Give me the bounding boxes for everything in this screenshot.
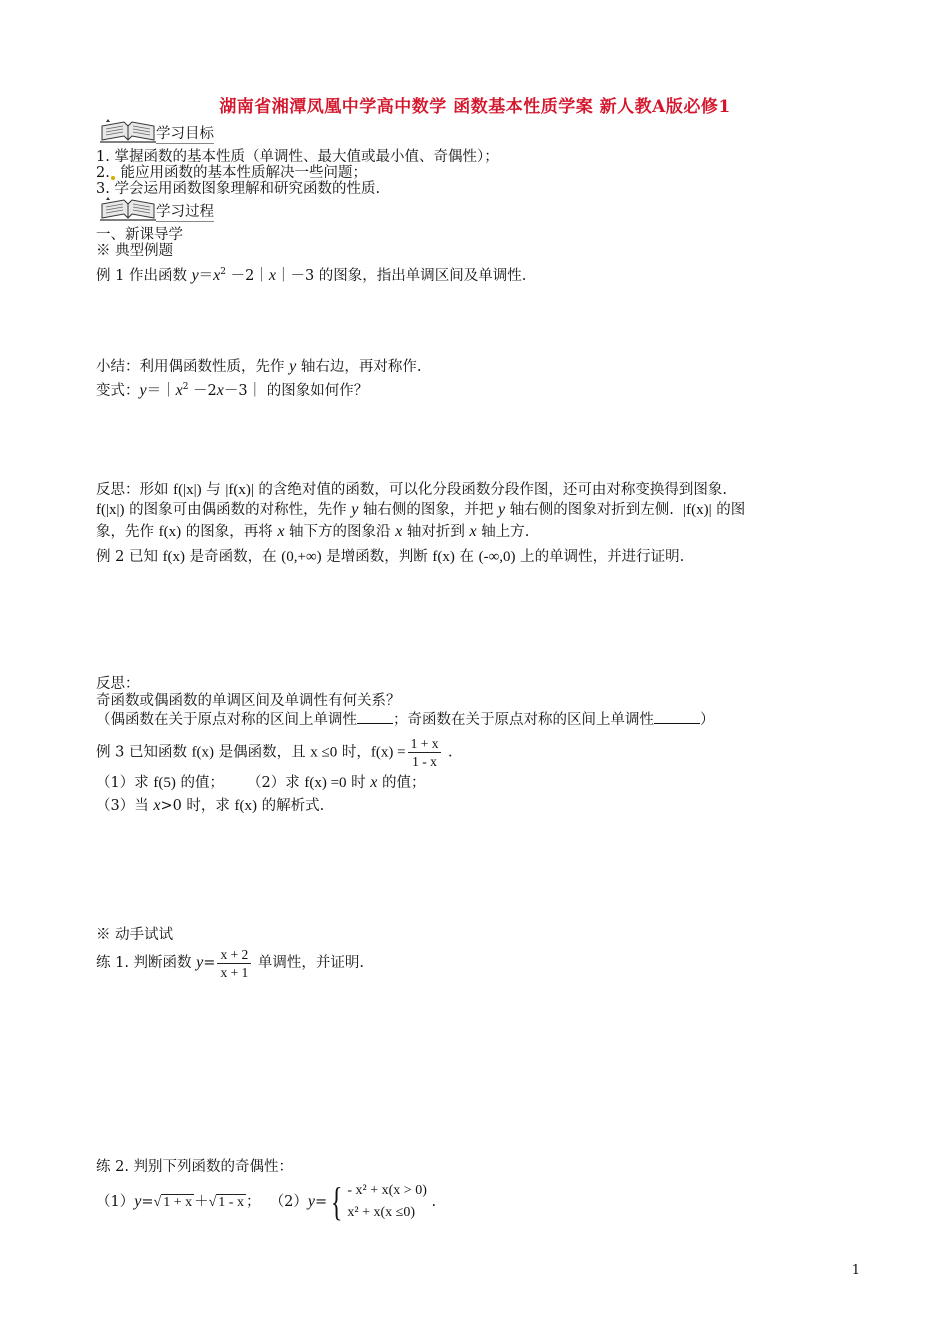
goal-item-2-text: 能应用函数的基本性质解决一些问题； [120, 165, 367, 181]
r1-text: 轴上方. [476, 524, 530, 540]
r1-text: 的图 [711, 502, 746, 518]
ex1-exponent: 2 [220, 267, 227, 277]
reflection-2-fill [96, 709, 715, 729]
try-section-heading: ※ 动手试试 [96, 927, 174, 943]
ex3-text: 时， [337, 744, 371, 761]
practice-1 [96, 946, 364, 980]
pr1-fraction [217, 947, 251, 980]
ex2-text: 在 [454, 549, 479, 565]
variant-var-x2: x [216, 381, 224, 399]
ex3-q3-text: 的解析式. [257, 798, 325, 814]
typical-examples-heading: ※ 典型例题 [96, 243, 174, 259]
sqrt-1-plus-x: √ 1 + x [153, 1195, 193, 1210]
r1-text: 的图象可由偶函数的对称性，先作 [124, 502, 352, 518]
sqrt-radicand-1: 1 + x [163, 1195, 193, 1210]
ex2-interval-negative: (-∞,0) [478, 549, 516, 565]
example-3-questions-1-2 [96, 774, 425, 792]
ex3-q3-text: （3）当 [96, 798, 154, 814]
pr2-var-y: y [307, 1193, 316, 1210]
answer-blank-even[interactable] [357, 709, 393, 724]
ex1-prefix: 例 1 作出函数 [96, 267, 192, 284]
open-book-icon [98, 118, 158, 144]
example-3-question-3 [96, 797, 324, 815]
ex3-q1-text: 的值； [175, 775, 224, 791]
reflection-2-head: 反思： [96, 676, 140, 692]
r1-text: 轴对折到 [402, 524, 470, 540]
ex3-q3-text: >0 时，求 [160, 798, 235, 814]
pr2-item-1-label: （1） [96, 1194, 135, 1210]
ex3-text: 例 3 已知函数 [96, 744, 192, 761]
ex3-text: . [443, 744, 453, 761]
ex3-q3-expr: f(x) [234, 798, 258, 814]
ex1-var-y: y [191, 266, 199, 284]
pr2-semicolon: ； [245, 1194, 261, 1210]
reflection-2-question: 奇函数或偶函数的单调区间及单调性有何关系？ [96, 693, 401, 709]
r1-text: 轴右侧的图象对折到左侧. [505, 502, 674, 518]
r1-text: 与 [201, 482, 226, 498]
variant-text-a: 变式： [96, 382, 140, 399]
ex2-expr-f-x: f(x) [432, 549, 455, 565]
ex3-denominator: 1 - x [412, 754, 437, 769]
r1-expr-f-x: f(x) [158, 524, 182, 540]
ex3-q2-text: 时 [346, 775, 371, 791]
r1-expr-abs-f-x: |f(x)| [225, 482, 254, 498]
variant-var-x: x [175, 381, 183, 399]
ex3-numerator: 1 + x [408, 736, 442, 753]
ex2-text: 例 2 已知 [96, 549, 163, 565]
variant-text-b: ＝｜ [146, 382, 176, 399]
example-2 [96, 548, 684, 566]
piecewise-case-2: x² + x(x ≤0) [347, 1205, 415, 1220]
piecewise-case-1: - x² + x(x > 0) [347, 1183, 427, 1198]
r1-var-x: x [277, 523, 285, 540]
sqrt-1-minus-x: √ 1 - x [208, 1195, 244, 1210]
ex1-var-x2: x [268, 266, 276, 284]
pr2-eq: = [141, 1194, 154, 1210]
ex2-interval-positive: (0,+∞) [281, 549, 322, 565]
pr1-text: 单调性，并证明. [253, 955, 365, 971]
ex1-rest2: ｜－3 的图象，指出单调区间及单调性. [275, 267, 527, 284]
summary-text-b: 轴右边，再对称作. [296, 359, 422, 375]
ex3-expr-f-x: f(x) [191, 744, 215, 761]
r1-text: 反思：形如 [96, 482, 174, 498]
r1-expr-f-abs-x: f(|x|) [96, 502, 125, 518]
ex3-expr-f-x-eq: f(x) = [370, 744, 406, 761]
ex3-q2-text: （2）求 [247, 775, 305, 791]
variant-exponent: 2 [182, 382, 189, 392]
ex3-fraction [408, 736, 442, 769]
pr2-eq: = [315, 1194, 328, 1210]
r1-text: 的图象，再将 [181, 524, 278, 540]
piecewise-function [327, 1180, 427, 1224]
ex3-q2-expr: f(x) =0 [304, 775, 347, 791]
answer-blank-odd[interactable] [654, 709, 700, 724]
goal-item-2-number: 2. [96, 165, 110, 181]
ex2-text: 是奇函数，在 [185, 549, 282, 565]
example-1 [96, 263, 526, 285]
r1-text: 轴下方的图象沿 [284, 524, 396, 540]
reflection-1-line-2 [96, 501, 745, 519]
pr1-text: 练 1. 判断函数 [96, 955, 197, 971]
pr1-denominator: x + 1 [220, 964, 249, 980]
pr1-eq: = [203, 955, 216, 971]
variant-var-y: y [139, 381, 147, 399]
ex2-text: 是增函数，判断 [321, 549, 433, 565]
pr1-numerator: x + 2 [217, 947, 251, 964]
ex1-eq: ＝ [198, 267, 214, 284]
ex3-q2-var-x: x [370, 774, 378, 791]
part-one-heading: 一、新课导学 [96, 227, 183, 243]
goals-header-label: 学习目标 [156, 126, 214, 142]
variant-text-c: －2 [188, 382, 217, 399]
r1-text: 象，先作 [96, 524, 159, 540]
r1-text: 的含绝对值的函数，可以化分段函数分段作图，还可由对称变换得到图象. [253, 482, 728, 498]
practice-2-heading: 练 2. 判别下列函数的奇偶性： [96, 1159, 294, 1175]
goals-section-header [98, 118, 214, 144]
practice-2-items [96, 1180, 436, 1225]
ex1-rest: －2｜ [226, 267, 269, 284]
piecewise-cases [347, 1180, 426, 1224]
process-header-label: 学习过程 [156, 204, 214, 220]
page-number: 1 [851, 1263, 860, 1278]
ex2-expr-f-x: f(x) [162, 549, 186, 565]
ex1-var-x: x [213, 266, 221, 284]
pr2-period: . [431, 1194, 437, 1210]
r2-text: ） [700, 712, 715, 728]
r1-text: 轴右侧的图象，并把 [358, 502, 499, 518]
ex3-q1-text: （1）求 [96, 775, 154, 791]
r1-var-y: y [498, 501, 506, 518]
ex2-text: 上的单调性，并进行证明. [515, 549, 685, 565]
pr2-var-y: y [134, 1193, 142, 1210]
ex3-q3-var-x: x [153, 797, 161, 814]
ex3-q2-text: 的值； [377, 775, 426, 791]
summary-text-a: 小结：利用偶函数性质，先作 [96, 359, 290, 375]
variant-text-d: －3｜ 的图象如何作？ [223, 382, 369, 399]
summary-var-y: y [289, 358, 297, 375]
summary-line [96, 358, 421, 376]
variant-line [96, 378, 368, 400]
example-3 [96, 736, 453, 769]
sqrt-radicand-2: 1 - x [218, 1195, 244, 1210]
goal-item-3: 3. 学会运用函数图象理解和研究函数的性质. [96, 181, 381, 197]
pr1-var-y: y [196, 954, 204, 971]
open-book-icon [98, 196, 158, 222]
ex3-condition: x ≤0 [310, 744, 338, 761]
brace-glyph: { [331, 1179, 343, 1224]
r1-expr-abs-f-x: |f(x)| [683, 502, 712, 518]
reflection-1-line-3 [96, 523, 529, 541]
r2-text: （偶函数在关于原点对称的区间上单调性 [96, 712, 357, 728]
ex3-q1-expr: f(5) [153, 775, 176, 791]
r1-expr-f-abs-x: f(|x|) [173, 482, 202, 498]
pr2-plus: ＋ [194, 1194, 209, 1210]
reflection-1-line-1 [96, 481, 727, 499]
r1-var-x: x [469, 523, 477, 540]
ex3-text: 是偶函数，且 [214, 744, 311, 761]
goal-item-1: 1. 掌握函数的基本性质（单调性、最大值或最小值、奇偶性）； [96, 149, 499, 165]
r1-var-x: x [395, 523, 403, 540]
r2-text: ；奇函数在关于原点对称的区间上单调性 [393, 712, 654, 728]
process-section-header [98, 196, 214, 222]
page-title: 湖南省湘潭凤凰中学高中数学 函数基本性质学案 新人教A版必修1 [219, 97, 731, 117]
r1-var-y: y [351, 501, 359, 518]
pr2-item-2-label: （2） [269, 1194, 308, 1210]
